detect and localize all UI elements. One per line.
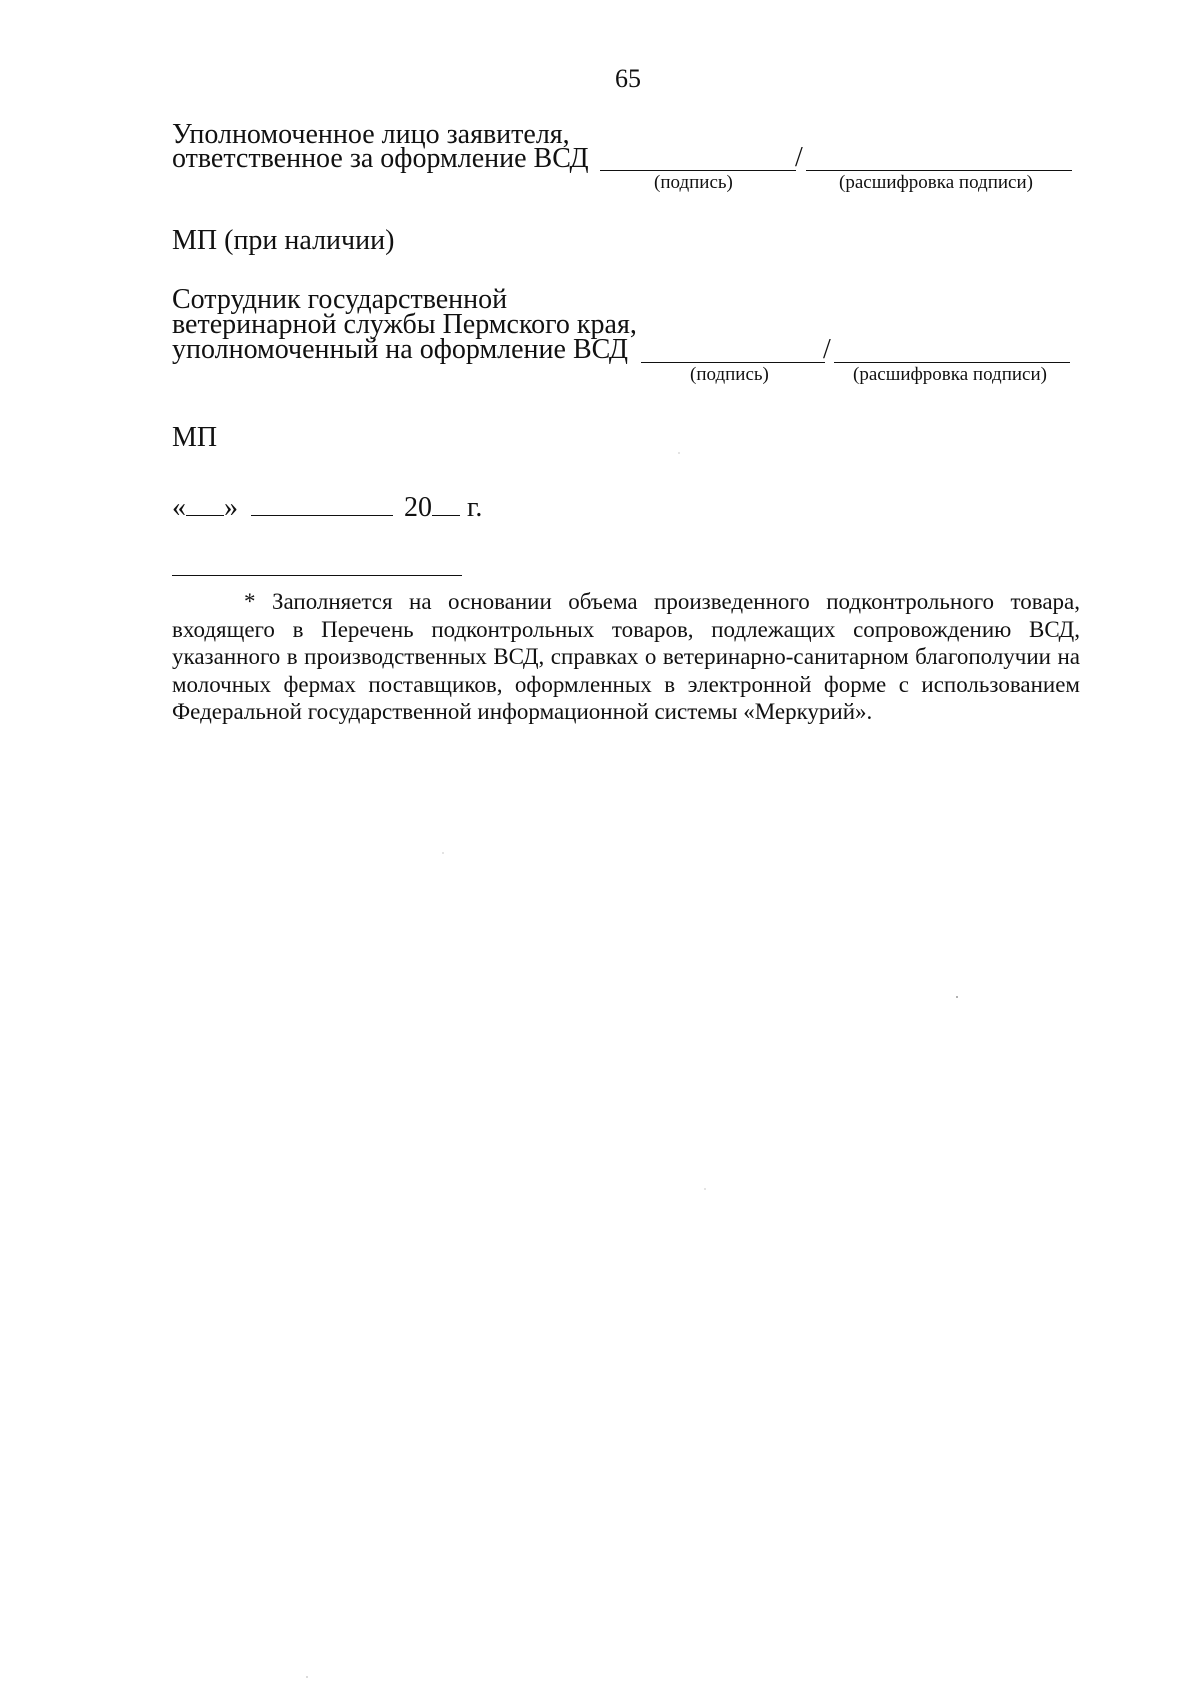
stamp-optional-label: МП (при наличии) (172, 225, 395, 256)
applicant-signature-field[interactable] (600, 170, 796, 171)
applicant-signature-caption: (подпись) (654, 172, 733, 193)
scan-speck (442, 852, 444, 854)
officer-slash: / (823, 334, 831, 365)
scan-speck (678, 452, 680, 454)
applicant-decoding-caption: (расшифровка подписи) (839, 172, 1033, 193)
scan-speck (306, 1676, 308, 1678)
officer-decoding-caption: (расшифровка подписи) (853, 364, 1047, 385)
date-year-prefix: 20 (404, 492, 432, 523)
officer-title-line-3: уполномоченный на оформление ВСД (172, 334, 629, 365)
page-number: 65 (615, 64, 641, 93)
footnote-text: * Заполняется на основании объема произведенного подконтрольного товара, входящего в Перечень подконтрольных товаров, подлежащих сопровождению ВСД, указанного в производственных ВСД, справках о ветеринарно-санитарном благополучии на молочных фермах поставщиков, оформленных в электронной форме с использованием Федеральной государственной информационной системы «Меркурий». (172, 589, 1080, 724)
stamp-label: МП (172, 422, 218, 453)
officer-signature-field[interactable] (641, 362, 825, 363)
scan-speck (956, 996, 958, 998)
date-month-field[interactable] (251, 493, 393, 516)
scan-speck (704, 1188, 706, 1190)
officer-decoding-field[interactable] (834, 362, 1070, 363)
footnote-separator (172, 575, 462, 576)
applicant-title-line-1: Уполномоченное лицо заявителя, (172, 119, 570, 150)
applicant-decoding-field[interactable] (806, 170, 1072, 171)
date-open-quote: « (172, 492, 186, 523)
applicant-slash: / (795, 142, 803, 173)
date-line (172, 493, 482, 523)
date-year-suffix: г. (467, 492, 483, 523)
date-day-field[interactable] (186, 493, 224, 516)
officer-signature-caption: (подпись) (690, 364, 769, 385)
date-close-quote: » (224, 492, 238, 523)
officer-title-line-2: ветеринарной службы Пермского края, (172, 309, 637, 340)
date-year-field[interactable] (432, 493, 460, 516)
applicant-title-line-2: ответственное за оформление ВСД (172, 143, 589, 174)
officer-title-line-1: Сотрудник государственной (172, 284, 508, 315)
